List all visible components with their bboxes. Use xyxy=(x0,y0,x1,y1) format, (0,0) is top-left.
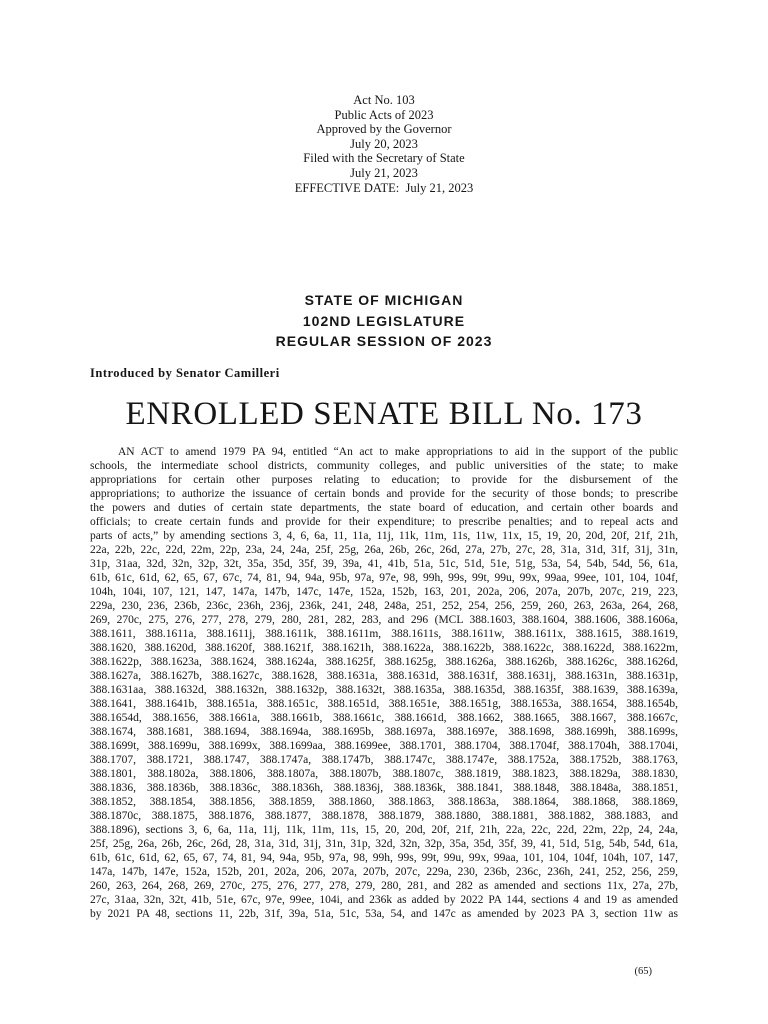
body-line: 388.1627a, 388.1627b, 388.1627c, 388.1628, 388.1631a, 388.1631d, 388.1631f, 388.1631j, 388.1631n, 388.1631p, xyxy=(90,670,678,682)
body-line: 104h, 104i, 107, 121, 147, 147a, 147b, 147c, 147e, 152a, 152b, 163, 201, 202a, 206, 207a, 207b, 207c, 219, 223, xyxy=(90,586,678,598)
bill-title: ENROLLED SENATE BILL No. 173 xyxy=(125,396,643,432)
public-acts-line: Public Acts of 2023 xyxy=(334,107,434,122)
effective-date: EFFECTIVE DATE: July 21, 2023 xyxy=(294,180,474,195)
body-line: 229a, 230, 236, 236b, 236c, 236h, 236j, 236k, 241, 248, 248a, 251, 252, 254, 256, 259, 260, 263, 263a, 264, 268, xyxy=(90,600,678,612)
body-line: 388.1674, 388.1681, 388.1694, 388.1694a, 388.1695b, 388.1697a, 388.1697e, 388.1698, 388.1699h, 388.1699s, xyxy=(90,726,678,738)
body-line: 388.1836, 388.1836b, 388.1836c, 388.1836h, 388.1836j, 388.1836k, 388.1841, 388.1848, 388.1848a, 388.1851, xyxy=(90,782,678,794)
page-number: (65) xyxy=(634,966,652,977)
act-header xyxy=(0,93,768,195)
body-paragraph xyxy=(90,445,678,921)
body-line: 388.1631aa, 388.1632d, 388.1632n, 388.1632p, 388.1632t, 388.1635a, 388.1635d, 388.1635f, 388.1639, 388.1639a, xyxy=(90,684,678,696)
body-line: 27c, 31aa, 32n, 32t, 41b, 51e, 67c, 97e, 99ee, 104i, and 236k as added by 2022 PA 144, sections 4 and 19 as amended xyxy=(90,894,678,906)
legislature-heading xyxy=(0,290,768,352)
body-line: by 2021 PA 48, sections 11, 22b, 31f, 39a, 51a, 51c, 53a, 54, and 147c as amended by 2023 PA 3, section 11w as xyxy=(90,908,678,920)
body-line: 269, 270c, 275, 276, 277, 278, 279, 280, 281, 282, 283, and 296 (MCL 388.1603, 388.1604, 388.1606, 388.1606a, xyxy=(90,614,678,626)
filed-date: July 21, 2023 xyxy=(350,165,418,180)
body-line: schools, the intermediate school districts, community colleges, and public universities of the state; to make xyxy=(90,460,678,472)
body-line: 388.1611, 388.1611a, 388.1611j, 388.1611k, 388.1611m, 388.1611s, 388.1611w, 388.1611x, 388.1615, 388.1619, xyxy=(90,628,678,640)
body-line: officials; to create certain funds and provide for their expenditure; to prescribe penalties; and to repeal acts and xyxy=(90,516,678,528)
filed-with-line: Filed with the Secretary of State xyxy=(303,151,465,166)
body-line: 388.1622p, 388.1623a, 388.1624, 388.1624a, 388.1625f, 388.1625g, 388.1626a, 388.1626b, 388.1626c, 388.1626d, xyxy=(90,656,678,668)
body-line: 388.1870c, 388.1875, 388.1876, 388.1877, 388.1878, 388.1879, 388.1880, 388.1881, 388.1882, 388.1883, and xyxy=(90,810,678,822)
body-line: appropriations for certain other purposes relating to education; to provide for the disbursement of the xyxy=(90,474,678,486)
body-line: 388.1620, 388.1620d, 388.1620f, 388.1621f, 388.1621h, 388.1622a, 388.1622b, 388.1622c, 388.1622d, 388.1622m, xyxy=(90,642,678,654)
body-line: appropriations; to authorize the issuance of certain bonds and provide for the security of those bonds; to prescribe xyxy=(90,488,678,500)
body-line: 388.1896), sections 3, 6, 6a, 11a, 11j, 11k, 11m, 11s, 15, 20, 20d, 20f, 21f, 21h, 22a, 22c, 22d, 22m, 22p, 24, 24a, xyxy=(90,824,678,836)
approved-date: July 20, 2023 xyxy=(350,136,418,151)
introduced-by: Introduced by Senator Camilleri xyxy=(90,366,280,380)
body-line: 31p, 31aa, 32d, 32n, 32p, 32t, 35a, 35d, 35f, 39, 39a, 41, 41b, 51a, 51c, 51d, 51e, 51g, 53a, 54, 54b, 54d, 56, 61a, xyxy=(90,558,678,570)
body-line: parts of acts,” by amending sections 3, 4, 6, 6a, 11, 11a, 11j, 11k, 11m, 11s, 11w, 11x, 15, 19, 20, 20d, 20f, 21f, 21h, xyxy=(90,530,678,542)
body-line: 61b, 61c, 61d, 62, 65, 67, 74, 81, 94, 94a, 95b, 97a, 98, 99h, 99s, 99t, 99u, 99x, 99aa, 101, 104, 104f, 104h, 107, 147, xyxy=(90,852,678,864)
body-line: the powers and duties of certain state departments, the state board of education, and certain other boards and xyxy=(90,502,678,514)
body-line: 388.1699t, 388.1699u, 388.1699x, 388.1699aa, 388.1699ee, 388.1701, 388.1704, 388.1704f, 388.1704h, 388.1704i, xyxy=(90,740,678,752)
body-line: 388.1801, 388.1802a, 388.1806, 388.1807a, 388.1807b, 388.1807c, 388.1819, 388.1823, 388.1829a, 388.1830, xyxy=(90,768,678,780)
body-line: 388.1641, 388.1641b, 388.1651a, 388.1651c, 388.1651d, 388.1651e, 388.1651g, 388.1653a, 388.1654, 388.1654b, xyxy=(90,698,678,710)
approved-by-line: Approved by the Governor xyxy=(316,122,452,137)
body-line: 25f, 25g, 26a, 26b, 26c, 26d, 28, 31a, 31d, 31j, 31n, 31p, 32d, 32n, 32p, 35a, 35d, 35f, 39, 41, 51d, 51g, 54b, 54d, 61a, xyxy=(90,838,678,850)
legislature-number: 102ND LEGISLATURE xyxy=(302,312,466,329)
body-line: 388.1707, 388.1721, 388.1747, 388.1747a, 388.1747b, 388.1747c, 388.1747e, 388.1752a, 388.1752b, 388.1763, xyxy=(90,754,678,766)
body-line: AN ACT to amend 1979 PA 94, entitled “An act to make appropriations to aid in the support of the public xyxy=(118,446,678,458)
act-number: Act No. 103 xyxy=(353,93,415,107)
body-line: 388.1654d, 388.1656, 388.1661a, 388.1661b, 388.1661c, 388.1661d, 388.1662, 388.1665, 388.1667, 388.1667c, xyxy=(90,712,678,724)
session-name: REGULAR SESSION OF 2023 xyxy=(275,333,493,349)
body-line: 147a, 147b, 147e, 152a, 152b, 201, 202a, 206, 207a, 207b, 207c, 229a, 230, 236b, 236c, 236h, 241, 252, 256, 259, xyxy=(90,866,678,878)
body-line: 388.1852, 388.1854, 388.1856, 388.1859, 388.1860, 388.1863, 388.1863a, 388.1864, 388.1868, 388.1869, xyxy=(90,796,678,808)
body-line: 260, 263, 264, 268, 269, 270c, 275, 276, 277, 278, 279, 280, 281, and 282 as amended and sections 11x, 27a, 27b, xyxy=(90,880,678,892)
state-name: STATE OF MICHIGAN xyxy=(304,292,464,308)
body-line: 61b, 61c, 61d, 62, 65, 67, 67c, 74, 81, 94, 94a, 95b, 97a, 97e, 98, 99h, 99s, 99t, 99u, 99x, 99aa, 99ee, 101, 104, 104f, xyxy=(90,572,678,584)
body-line: 22a, 22b, 22c, 22d, 22m, 22p, 23a, 24, 24a, 25f, 25g, 26a, 26b, 26c, 26d, 27a, 27b, 27c, 28, 31a, 31d, 31f, 31j, 31n, xyxy=(90,544,678,556)
